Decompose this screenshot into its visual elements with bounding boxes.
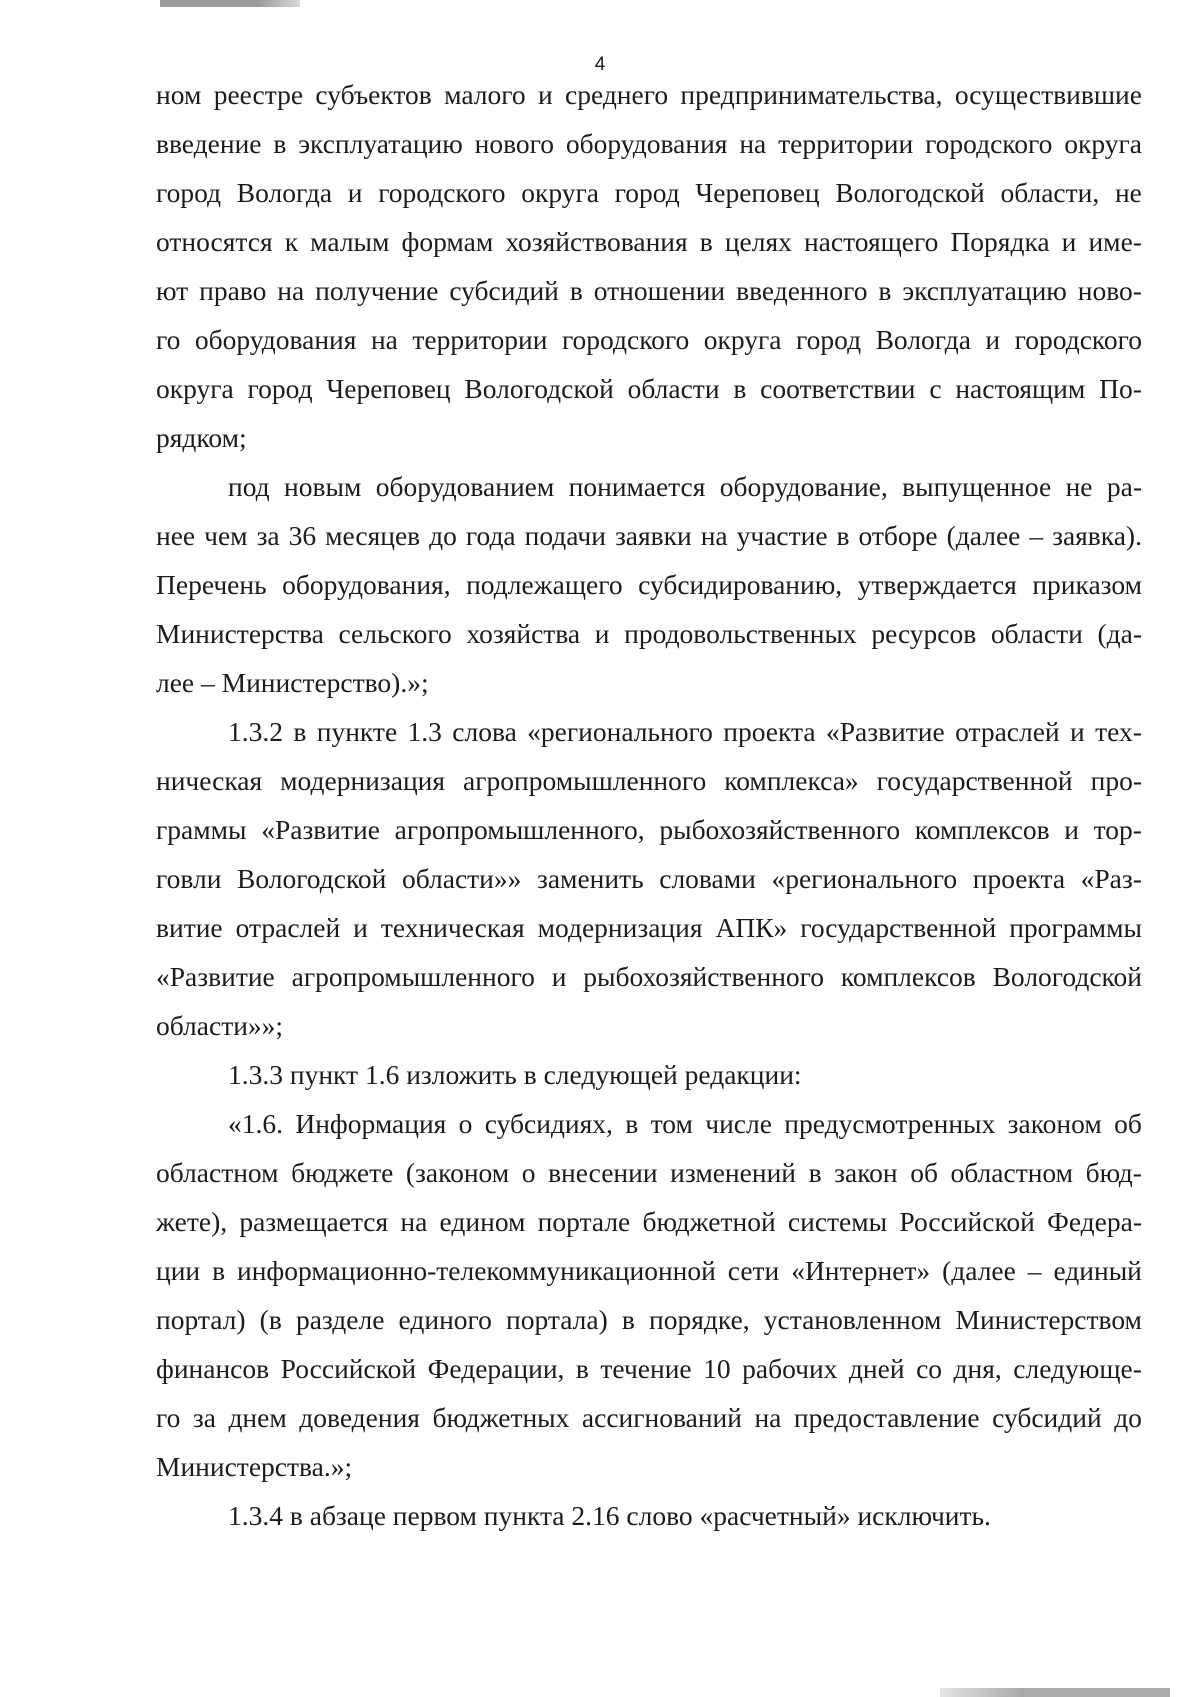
text-line: округа город Череповец Вологодской области в соответствии с настоящим По- — [156, 373, 1142, 404]
text-line: областном бюджете (законом о внесении изменений в закон об областном бюд- — [156, 1157, 1142, 1188]
text-line: Министерства.»; — [156, 1451, 353, 1482]
document-body — [156, 70, 1142, 1540]
text-line: под новым оборудованием понимается оборудование, выпущенное не ра- — [228, 471, 1142, 502]
text-line: Министерства сельского хозяйства и продовольственных ресурсов области (да- — [156, 618, 1142, 649]
text-line: граммы «Развитие агропромышленного, рыбохозяйственного комплексов и тор- — [156, 814, 1142, 845]
text-line: «Развитие агропромышленного и рыбохозяйственного комплексов Вологодской — [156, 961, 1142, 992]
scan-artifact-top — [160, 0, 300, 7]
text-line: говли Вологодской области»» заменить словами «регионального проекта «Раз- — [156, 863, 1142, 894]
text-line: ном реестре субъектов малого и среднего предпринимательства, осуществившие — [156, 79, 1142, 110]
text-line: 1.3.2 в пункте 1.3 слова «регионального проекта «Развитие отраслей и тех- — [228, 716, 1142, 747]
text-line: ническая модернизация агропромышленного комплекса» государственной про- — [156, 765, 1142, 796]
text-line: 1.3.4 в абзаце первом пункта 2.16 слово «расчетный» исключить. — [228, 1500, 991, 1531]
scan-artifact-bottom — [940, 1688, 1170, 1697]
text-line: относятся к малым формам хозяйствования в целях настоящего Порядка и име- — [156, 226, 1142, 257]
text-line: области»»; — [156, 1010, 284, 1041]
text-line: ют право на получение субсидий в отношении введенного в эксплуатацию ново- — [156, 275, 1142, 306]
text-line: витие отраслей и техническая модернизация АПК» государственной программы — [156, 912, 1142, 943]
text-line: портал) (в разделе единого портала) в порядке, установленном Министерством — [156, 1304, 1142, 1335]
text-line: рядком; — [156, 422, 247, 453]
page-number: 4 — [594, 54, 606, 75]
text-line: город Вологда и городского округа город Череповец Вологодской области, не — [156, 177, 1142, 208]
text-line: жете), размещается на едином портале бюджетной системы Российской Федера- — [156, 1206, 1142, 1237]
text-line: ции в информационно-телекоммуникационной сети «Интернет» (далее – единый — [156, 1255, 1142, 1286]
text-line: го за днем доведения бюджетных ассигнований на предоставление субсидий до — [156, 1402, 1142, 1433]
text-line: «1.6. Информация о субсидиях, в том числе предусмотренных законом об — [228, 1108, 1142, 1139]
text-line: лее – Министерство).»; — [156, 667, 429, 698]
text-line: финансов Российской Федерации, в течение 10 рабочих дней со дня, следующе- — [156, 1353, 1142, 1384]
text-line: введение в эксплуатацию нового оборудования на территории городского округа — [156, 128, 1142, 159]
text-line: го оборудования на территории городского округа город Вологда и городского — [156, 324, 1142, 355]
text-line: Перечень оборудования, подлежащего субсидированию, утверждается приказом — [156, 569, 1142, 600]
text-line: нее чем за 36 месяцев до года подачи заявки на участие в отборе (далее – заявка). — [156, 520, 1142, 551]
text-line: 1.3.3 пункт 1.6 изложить в следующей редакции: — [228, 1059, 802, 1090]
